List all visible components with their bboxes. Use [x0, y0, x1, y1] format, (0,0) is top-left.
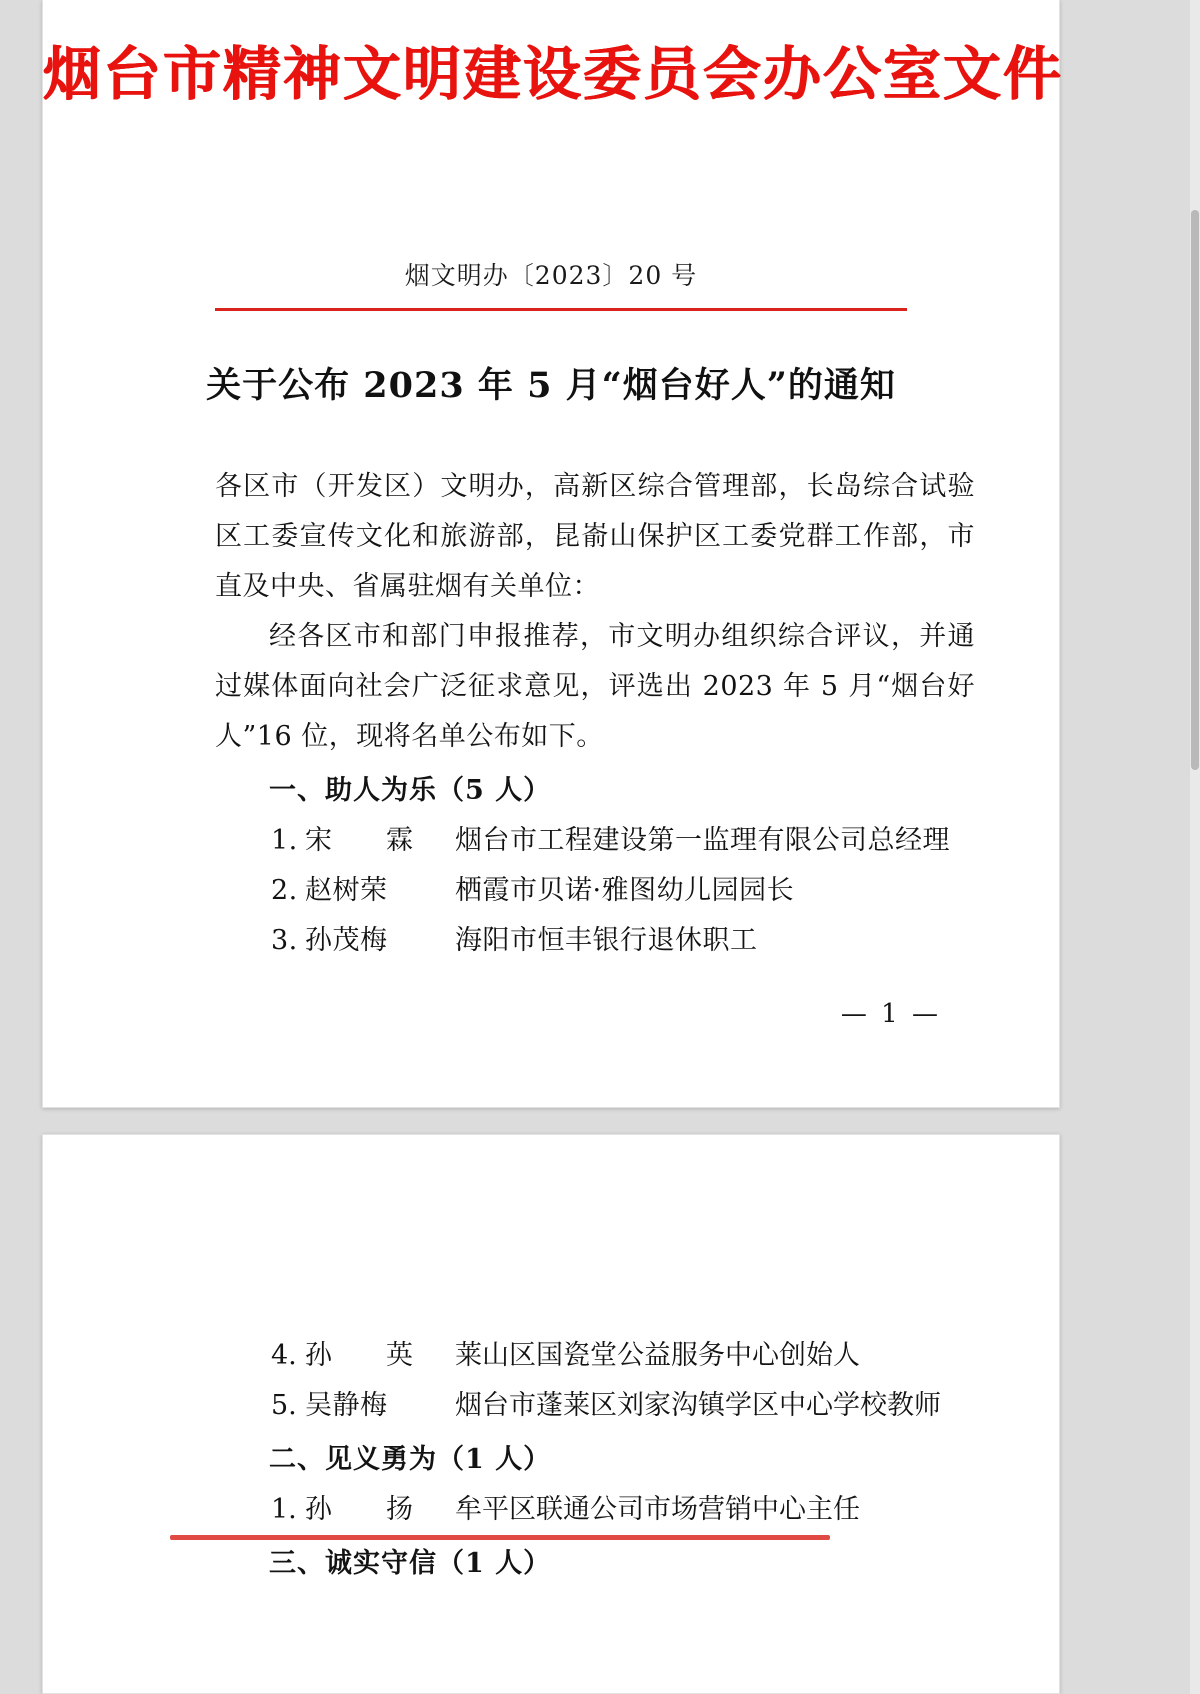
document-number: 烟文明办〔2023〕20 号	[404, 261, 698, 290]
addressee-paragraph: 各区市（开发区）文明办，高新区综合管理部，长岛综合试验区工委宣传文化和旅游部，昆嵛山保护区工委党群工作部，市直及中央、省属驻烟有关单位：	[215, 471, 975, 602]
document-body-page-2	[215, 1331, 975, 1589]
scrollbar[interactable]	[1190, 0, 1200, 1694]
list-item-description: 牟平区联通公司市场营销中心主任	[455, 1494, 860, 1525]
list-item	[215, 816, 975, 866]
list-item-name: 孙 扬	[305, 1494, 427, 1525]
list-item-index: 4.	[271, 1340, 297, 1371]
list-item-name: 孙茂梅	[305, 925, 388, 956]
section-heading-1: 一、助人为乐（5 人）	[269, 775, 552, 806]
scrollbar-thumb[interactable]	[1191, 210, 1199, 770]
section-heading-2: 二、见义勇为（1 人）	[269, 1444, 552, 1475]
list-item-name: 吴静梅	[305, 1390, 388, 1421]
list-item	[215, 916, 975, 966]
honoree-list-section-1	[215, 816, 975, 966]
list-item-description: 栖霞市贝诺·雅图幼儿园园长	[455, 875, 795, 906]
document-page-2	[42, 1134, 1060, 1694]
honoree-list-section-2	[215, 1485, 975, 1535]
list-item-description: 烟台市工程建设第一监理有限公司总经理	[455, 825, 950, 856]
list-item	[215, 1381, 975, 1431]
list-item-index: 3.	[271, 925, 298, 956]
document-page-1	[42, 0, 1064, 1108]
red-divider-rule	[215, 308, 907, 311]
list-item-description: 莱山区国瓷堂公益服务中心创始人	[455, 1340, 860, 1371]
section-heading-3: 三、诚实守信（1 人）	[269, 1548, 552, 1579]
list-item-name: 宋 霖	[305, 825, 427, 856]
masthead-title: 烟台市精神文明建设委员会办公室文件	[43, 40, 1064, 108]
list-item-description: 海阳市恒丰银行退休职工	[455, 925, 758, 956]
list-item-name: 赵树荣	[305, 875, 388, 906]
list-item-index: 1.	[271, 1494, 297, 1525]
list-item	[215, 1331, 975, 1381]
list-item-index: 1.	[271, 825, 298, 856]
masthead	[43, 38, 1064, 111]
honoree-list-continued	[215, 1331, 975, 1431]
document-body	[215, 462, 975, 966]
list-item-index: 2.	[271, 875, 298, 906]
list-item	[215, 866, 975, 916]
page-number: — 1 —	[840, 999, 941, 1029]
page-title: 关于公布 2023 年 5 月“烟台好人”的通知	[206, 365, 896, 406]
list-item-name: 孙 英	[305, 1340, 427, 1371]
highlight-underline	[170, 1535, 830, 1540]
opening-paragraph: 经各区市和部门申报推荐，市文明办组织综合评议，并通过媒体面向社会广泛征求意见，评选出 2023 年 5 月“烟台好人”16 位，现将名单公布如下。	[215, 621, 975, 752]
list-item	[215, 1485, 975, 1535]
list-item-index: 5.	[271, 1390, 297, 1421]
list-item-description: 烟台市蓬莱区刘家沟镇学区中心学校教师	[455, 1390, 941, 1421]
